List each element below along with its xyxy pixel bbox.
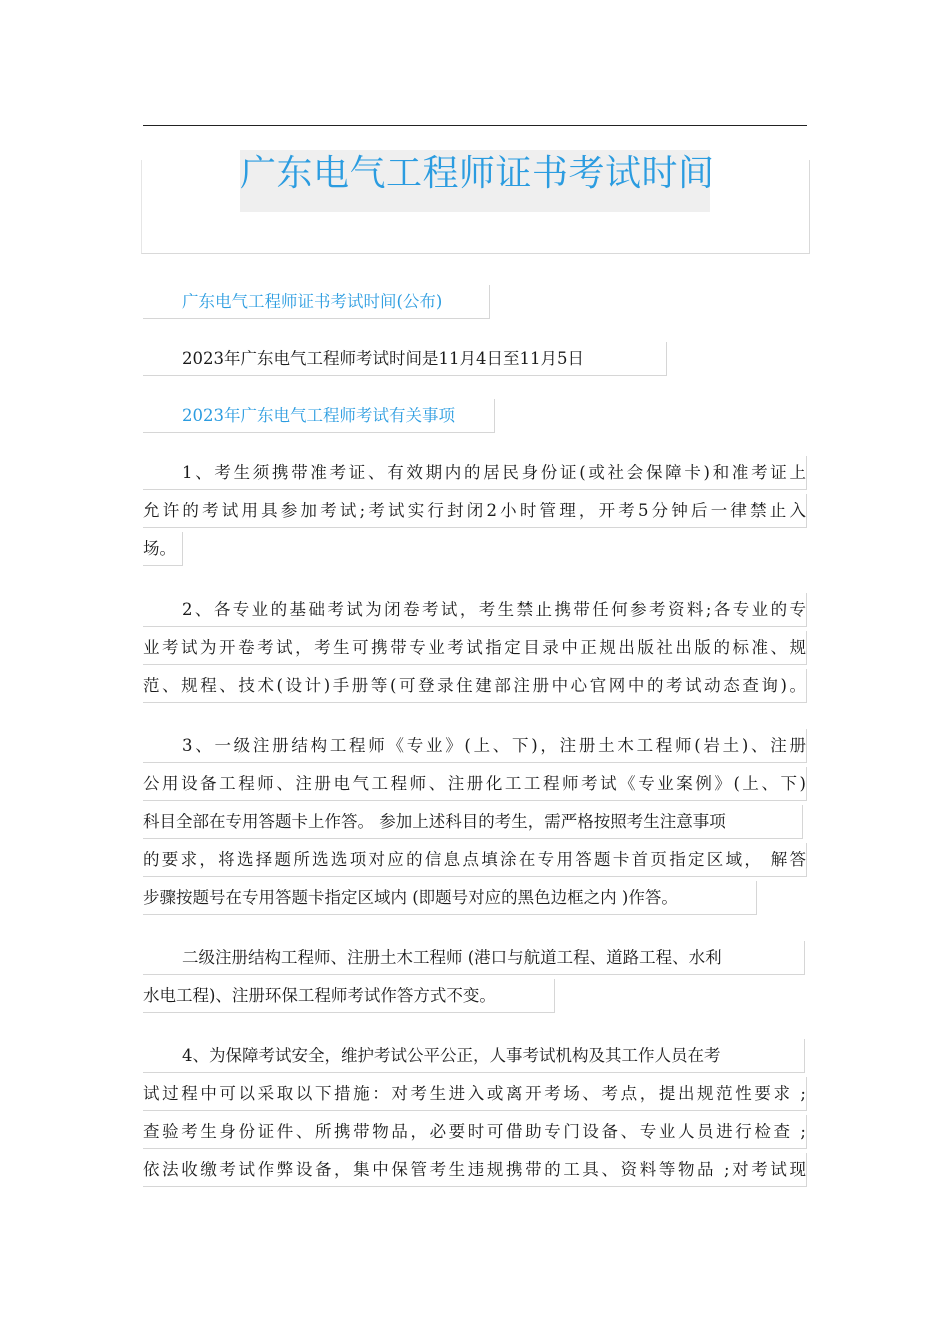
item2-line3: 范、规程、技术(设计)手册等(可登录住建部注册中心官网中的考试动态查询)。 (143, 669, 807, 703)
item3-line2: 公用设备工程师、注册电气工程师、注册化工工程师考试《专业案例》(上、下) (143, 767, 807, 801)
item4-line1: 4、为保障考试安全，维护考试公平公正，人事考试机构及其工作人员在考 (143, 1039, 805, 1073)
item3b-line2: 水电工程)、注册环保工程师考试作答方式不变。 (143, 979, 555, 1013)
item4-line2: 试过程中可以采取以下措施：对考生进入或离开考场、考点，提出规范性要求 ; (143, 1077, 807, 1111)
item1-line2: 允许的考试用具参加考试;考试实行封闭2小时管理，开考5分钟后一律禁止入 (143, 494, 807, 528)
item4-line3: 查验考生身份证件、所携带物品，必要时可借助专门设备、专业人员进行检查 ; (143, 1115, 807, 1149)
item1-line1: 1、考生须携带准考证、有效期内的居民身份证(或社会保障卡)和准考证上 (143, 456, 807, 490)
heading-notes: 2023年广东电气工程师考试有关事项 (143, 399, 495, 433)
item3-line4: 的要求，将选择题所选选项对应的信息点填涂在专用答题卡首页指定区域， 解答 (143, 843, 807, 877)
item2-line2: 业考试为开卷考试，考生可携带专业考试指定目录中正规出版社出版的标准、规 (143, 631, 807, 665)
exam-time-line: 2023年广东电气工程师考试时间是11月4日至11月5日 (143, 342, 667, 376)
item1-line3: 场。 (143, 532, 183, 566)
item2-line1: 2、各专业的基础考试为闭卷考试，考生禁止携带任何参考资料;各专业的专 (143, 593, 807, 627)
page-title: 广东电气工程师证书考试时间 (240, 153, 715, 194)
item3-line1: 3、一级注册结构工程师《专业》(上、下)，注册土木工程师(岩土)、注册 (143, 729, 807, 763)
item3b-line1: 二级注册结构工程师、注册土木工程师 (港口与航道工程、道路工程、水利 (143, 941, 805, 975)
heading-announcement: 广东电气工程师证书考试时间(公布) (143, 285, 490, 319)
item4-line4: 依法收缴考试作弊设备，集中保管考生违规携带的工具、资料等物品 ;对考试现 (143, 1153, 807, 1187)
item3-line5: 步骤按题号在专用答题卡指定区域内 (即题号对应的黑色边框之内 )作答。 (143, 881, 757, 915)
top-rule (143, 125, 807, 126)
item3-line3: 科目全部在专用答题卡上作答。 参加上述科目的考生，需严格按照考生注意事项 (143, 805, 803, 839)
